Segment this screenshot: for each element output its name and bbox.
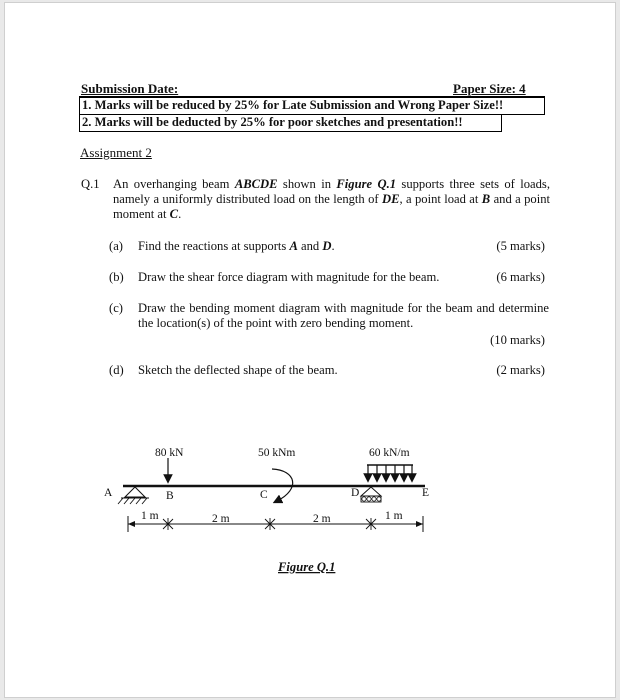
moment-label: 50 kNm (258, 447, 296, 459)
part-d-label: (d) (109, 363, 124, 377)
submission-date-label: Submission Date: (81, 81, 179, 96)
q-text-6: . (178, 207, 182, 221)
point-d-label: D (351, 487, 360, 499)
figure-ref: Figure Q.1 (336, 177, 397, 191)
part-c-label: (c) (109, 301, 123, 315)
question-number: Q.1 (81, 177, 100, 191)
dim-ab-label: 1 m (141, 510, 159, 522)
part-a-marks: (5 marks) (496, 239, 545, 253)
part-d-marks: (2 marks) (496, 363, 545, 377)
dim-bc-label: 2 m (212, 513, 230, 525)
part-b-marks: (6 marks) (496, 270, 545, 284)
q-text-2: shown in (277, 177, 337, 191)
point-c-label: C (260, 489, 268, 501)
udl-label: 60 kN/m (369, 447, 410, 459)
part-a-label: (a) (109, 239, 123, 253)
figure-caption: Figure Q.1 (278, 560, 336, 574)
paper-size-label: Paper Size: 4 (453, 81, 526, 96)
q-text-1: An overhanging beam (113, 177, 235, 191)
q-text-4: , a point load at (399, 192, 482, 206)
dim-cd-label: 2 m (313, 513, 331, 525)
point-e-label: E (422, 487, 430, 499)
dim-de-label: 1 m (385, 510, 403, 522)
page (4, 2, 616, 698)
part-a-text-1: Find the reactions at supports (138, 239, 290, 253)
part-d-text: Sketch the deflected shape of the beam. (138, 363, 338, 377)
point-b-label: B (166, 490, 174, 502)
dimension-line (128, 516, 423, 532)
point-a-label: A (104, 487, 113, 499)
point-b-ref: B (481, 192, 491, 206)
point-load-label: 80 kN (155, 447, 184, 459)
part-b-text: Draw the shear force diagram with magnitude for the beam. (138, 270, 440, 284)
penalty-note-1: 1. Marks will be reduced by 25% for Late Submission and Wrong Paper Size!! (79, 97, 545, 115)
udl-arrows (367, 465, 413, 478)
roller-support-d (361, 487, 381, 502)
beam-figure (5, 3, 615, 697)
penalty-note-2: 2. Marks will be deducted by 25% for poor sketches and presentation!! (79, 114, 502, 132)
pin-support-a (118, 487, 149, 504)
beam-name: ABCDE (234, 177, 278, 191)
segment-de: DE (381, 192, 400, 206)
point-c-ref: C (169, 207, 179, 221)
q-text-5: and a point moment at (113, 192, 550, 221)
support-a-ref: A (289, 239, 298, 253)
part-b-label: (b) (109, 270, 124, 284)
q-text-3: supports three sets of loads, namely a uniformly distributed load on the length of (113, 177, 550, 206)
part-a-text-3: . (331, 239, 335, 253)
part-c-text: Draw the bending moment diagram with magnitude for the beam and determine the location(s) of the point with zero bending moment. (138, 301, 549, 330)
part-a-text-2: and (297, 239, 323, 253)
assignment-title: Assignment 2 (80, 145, 152, 160)
support-d-ref: D (322, 239, 332, 253)
part-c-marks: (10 marks) (490, 333, 545, 347)
